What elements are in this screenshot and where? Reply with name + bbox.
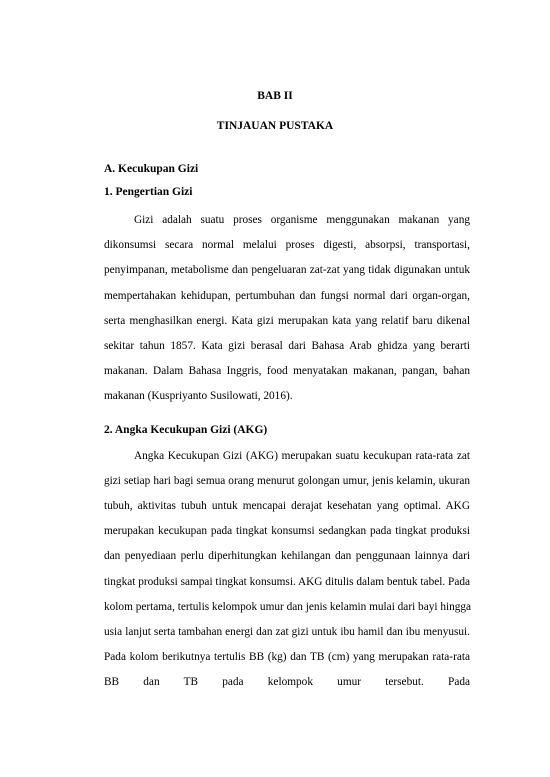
paragraph-2-line: tubuh, aktivitas tubuh untuk mencapai derajat kesehatan yang optimal. AKG xyxy=(104,500,470,512)
paragraph-1-line: mempertahakan kehidupan, pertumbuhan dan fungsi normal dari organ-organ, xyxy=(104,290,470,302)
paragraph-1-line: serta menghasilkan energi. Kata gizi merupakan kata yang relatif baru dikenal xyxy=(104,315,470,327)
paragraph-2-line: Pada kolom berikutnya tertulis BB (kg) dan TB (cm) yang merupakan rata-rata xyxy=(104,651,470,663)
paragraph-2-line: merupakan kecukupan pada tingkat konsumsi sedangkan pada tingkat produksi xyxy=(104,525,470,537)
paragraph-1-line: makanan. Dalam Bahasa Inggris, food menyatakan makanan, pangan, bahan xyxy=(104,365,470,377)
paragraph-1-line: sekitar tahun 1857. Kata gizi berasal dari Bahasa Arab ghidza yang berarti xyxy=(104,340,470,352)
chapter-number: BAB II xyxy=(257,90,293,102)
chapter-title: TINJAUAN PUSTAKA xyxy=(216,120,334,132)
paragraph-1-line: makanan (Kuspriyanto Susilowati, 2016). xyxy=(104,390,293,402)
paragraph-2-line: BB dan TB pada kelompok umur tersebut. Pada xyxy=(104,676,470,688)
paragraph-2-line: kolom pertama, tertulis kelompok umur dan jenis kelamin mulai dari bayi hingga xyxy=(104,601,472,613)
paragraph-2-line: Angka Kecukupan Gizi (AKG) merupakan suatu kecukupan rata-rata zat xyxy=(134,450,470,462)
paragraph-2-line: tingkat produksi sampai tingkat konsumsi. AKG ditulis dalam bentuk tabel. Pada xyxy=(104,576,470,588)
subsection-heading-2: 2. Angka Kecukupan Gizi (AKG) xyxy=(104,424,268,436)
paragraph-1-line: dikonsumsi secara normal melalui proses digesti, absorpsi, transportasi, xyxy=(104,239,470,251)
section-heading-a: A. Kecukupan Gizi xyxy=(104,163,199,175)
paragraph-2-line: usia lanjut serta tambahan energi dan zat gizi untuk ibu hamil dan ibu menyusui. xyxy=(104,626,470,638)
paragraph-2-line: gizi setiap hari bagi semua orang menurut golongan umur, jenis kelamin, ukuran xyxy=(104,475,470,487)
paragraph-1-line: Gizi adalah suatu proses organisme menggunakan makanan yang xyxy=(134,214,470,226)
subsection-heading-1: 1. Pengertian Gizi xyxy=(104,186,193,198)
paragraph-2-line: dan penyediaan perlu diperhitungkan kehilangan dan penggunaan lainnya dari xyxy=(104,550,470,562)
paragraph-1-line: penyimpanan, metabolisme dan pengeluaran zat-zat yang tidak digunakan untuk xyxy=(104,264,470,276)
